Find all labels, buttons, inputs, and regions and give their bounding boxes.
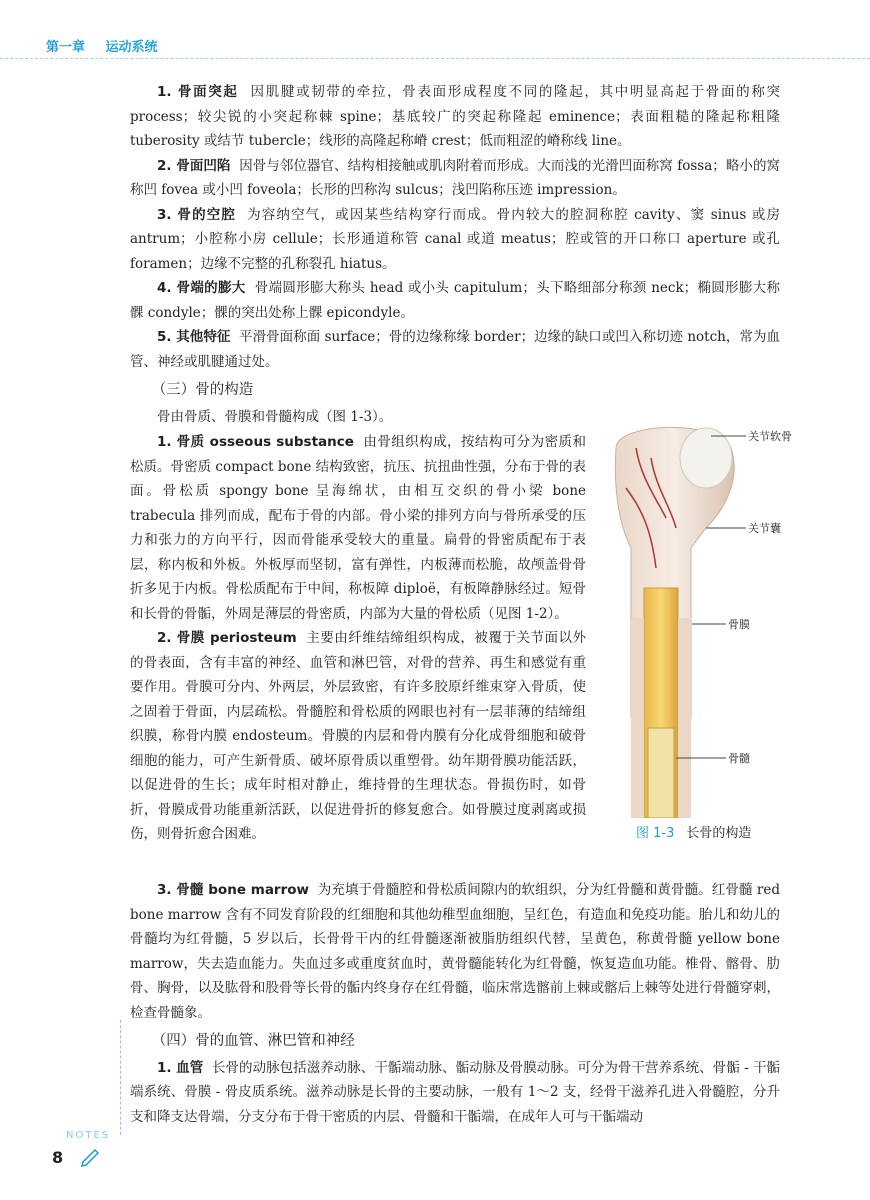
chapter-title: 运动系统 bbox=[105, 40, 158, 55]
section-heading: （三）骨的构造 bbox=[151, 382, 254, 398]
paragraph: 2. 骨面凹陷 因骨与邻位器官、结构相接触或肌肉附着而形成。大而浅的光滑凹面称窝 fossa；略小的窝称凹 fovea 或小凹 foveola；长形的凹称沟 sulcus；浅凹陷称压迹 impression。 bbox=[130, 157, 780, 198]
long-bone-figure bbox=[596, 418, 836, 848]
header-rule bbox=[0, 58, 870, 59]
running-header bbox=[46, 36, 174, 55]
notes-label: NOTES bbox=[66, 1130, 111, 1141]
paragraph: 3. 骨髓 bone marrow 为充填于骨髓腔和骨松质间隙内的软组织，分为红骨髓和黄骨髓。红骨髓 red bone marrow 含有不同发育阶段的红细胞和其他幼稚型血细胞，呈红色，有造血和免疫功能。胎儿和幼儿的骨髓均为红骨髓，5 岁以后，长骨骨干内的红骨髓逐渐被脂肪组织代替，呈黄色，称黄骨髓 yellow bone marrow，失去造血能力。失血过多或重度贫血时，黄骨髓能转化为红骨髓，恢复造血功能。椎骨、髂骨、肋骨、胸骨，以及肱骨和股骨等长骨的骺内终身存在红骨髓，临床常选髂前上棘或髂后上棘等处进行骨髓穿刺，检查骨髓象。 bbox=[130, 882, 780, 1021]
paragraph: 1. 骨面突起 因肌腱或韧带的牵拉，骨表面形成程度不同的隆起，其中明显高起于骨面的称突 process；较尖锐的小突起称棘 spine；基底较广的突起称隆起 eminence；表面粗糙的隆起称粗隆 tuberosity 或结节 tubercle；线形的高隆起称嵴 crest；低而粗涩的嵴称线 line。 bbox=[130, 84, 780, 149]
paragraph: 1. 血管 长骨的动脉包括滋养动脉、干骺端动脉、骺动脉及骨膜动脉。可分为骨干营养系统、骨骺 - 干骺端系统、骨膜 - 骨皮质系统。滋养动脉是长骨的主要动脉，一般有 1～2 支，经骨干滋养孔进入骨髓腔，分升支和降支达骨端，分支分布于骨干密质的内层、骨髓和干骺端，在成年人可与干骺端动 bbox=[130, 1059, 780, 1125]
label-joint-capsule: 关节囊 bbox=[748, 522, 781, 535]
notes-margin-line bbox=[120, 1020, 121, 1135]
paragraph: 骨由骨质、骨膜和骨髓构成（图 1-3）。 bbox=[157, 408, 393, 425]
label-periosteum: 骨膜 bbox=[728, 618, 750, 631]
figure-number: 图 1-3 bbox=[636, 826, 675, 841]
section-heading: （四）骨的血管、淋巴管和神经 bbox=[151, 1033, 355, 1049]
paragraph: 5. 其他特征 平滑骨面称面 surface；骨的边缘称缘 border；边缘的缺口或凹入称切迹 notch，常为血管、神经或肌腱通过处。 bbox=[130, 329, 780, 370]
chapter-number: 第一章 bbox=[46, 40, 86, 55]
figure-title: 长骨的构造 bbox=[686, 826, 752, 841]
body-bottom bbox=[130, 878, 780, 1129]
body-wrap bbox=[130, 430, 586, 847]
paragraph: 3. 骨的空腔 为容纳空气，或因某些结构穿行而成。骨内较大的腔洞称腔 cavity、窦 sinus 或房 antrum；小腔称小房 cellule；长形通道称管 canal 或道 meatus；腔或管的开口称口 aperture 或孔 foramen；边缘不完整的孔称裂孔 hiatus。 bbox=[130, 206, 780, 272]
label-bone-marrow: 骨髓 bbox=[728, 752, 750, 765]
pencil-icon bbox=[78, 1146, 102, 1174]
paragraph: 1. 骨质 osseous substance 由骨组织构成，按结构可分为密质和松质。骨密质 compact bone 结构致密，抗压、抗扭曲性强，分布于骨的表面。骨松质 spongy bone 呈海绵状，由相互交织的骨小梁 bone trabecula 排列而成，配布于骨的内部。骨小梁的排列方向与骨所承受的压力和张力的方向平行，因而骨能承受较大的重量。扁骨的骨密质配布于表层，称内板和外板。外板厚而坚韧，富有弹性，内板薄而松脆，故颅盖骨骨折多见于内板。骨松质配布于中间，称板障 diploë，有板障静脉经过。短骨和长骨的骨骺，外周是薄层的骨密质，内部为大量的骨松质（见图 1-2）。 bbox=[130, 434, 586, 622]
page-number: 8 bbox=[52, 1148, 64, 1167]
figure-caption bbox=[636, 822, 751, 841]
bone-illustration bbox=[596, 418, 836, 818]
paragraph: 2. 骨膜 periosteum 主要由纤维结缔组织构成，被覆于关节面以外的骨表面，含有丰富的神经、血管和淋巴管，对骨的营养、再生和感觉有重要作用。骨膜可分内、外两层，外层致密，有许多胶原纤维束穿入骨质，使之固着于骨面，内层疏松。骨髓腔和骨松质的网眼也衬有一层菲薄的结缔组织膜，称骨内膜 endosteum。骨膜的内层和骨内膜有分化成骨细胞和破骨细胞的能力，可产生新骨质、破坏原骨质以重塑骨。幼年期骨膜功能活跃，以促进骨的生长；成年时相对静止，维持骨的生理状态。骨损伤时，如骨折，骨膜成骨功能重新活跃，以促进骨折的修复愈合。如骨膜过度剥离或损伤，则骨折愈合困难。 bbox=[130, 630, 586, 842]
paragraph: 4. 骨端的膨大 骨端圆形膨大称头 head 或小头 capitulum；头下略细部分称颈 neck；椭圆形膨大称髁 condyle；髁的突出处称上髁 epicondyle。 bbox=[130, 280, 780, 321]
label-articular-cartilage: 关节软骨 bbox=[748, 430, 792, 443]
body-top bbox=[130, 80, 780, 429]
